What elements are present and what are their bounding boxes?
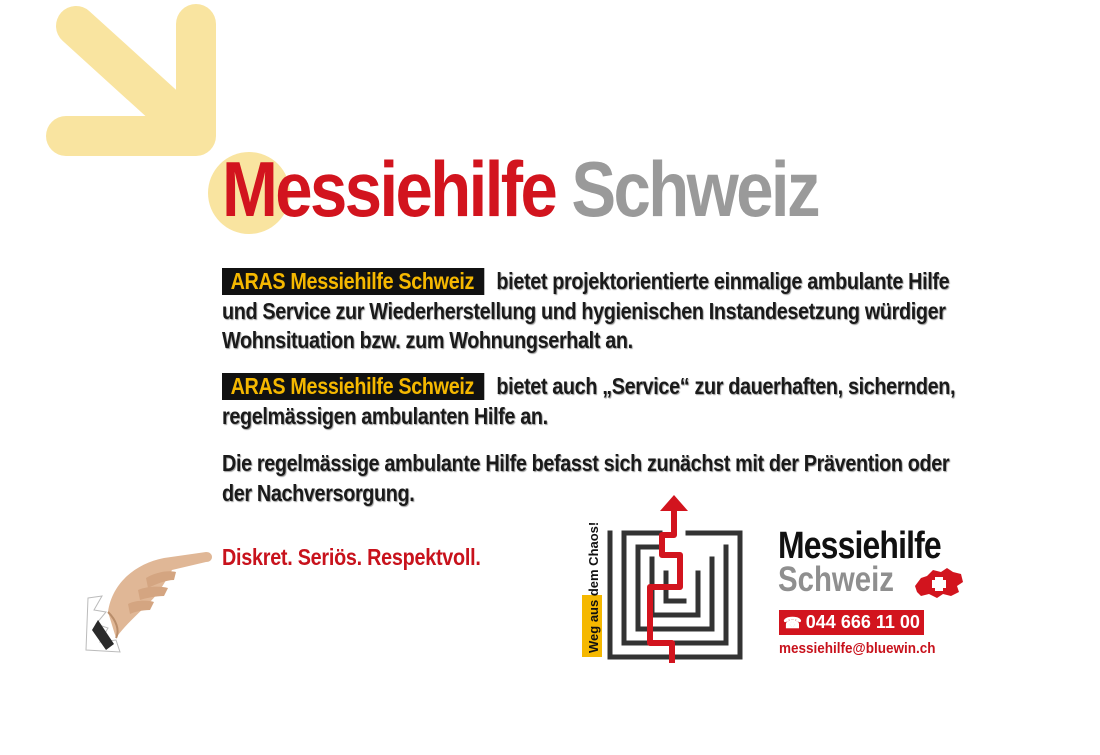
intro-paragraph-2 — [222, 372, 962, 431]
aras-badge: ARAS Messiehilfe Schweiz — [222, 373, 484, 400]
phone-number-box[interactable] — [779, 610, 924, 635]
title-schweiz: Schweiz — [571, 145, 818, 233]
brand-subtitle: Schweiz — [778, 560, 895, 599]
title-messiehilfe: Messiehilfe — [222, 145, 556, 233]
logo-text-aus-dem-chaos: aus dem Chaos! — [586, 521, 601, 626]
maze-logo — [580, 495, 750, 670]
maze-logo-icon — [580, 495, 750, 670]
svg-text:Weg aus dem Chaos! — [586, 522, 601, 653]
tagline: Diskret. Seriös. Respektvoll. — [222, 544, 481, 570]
para2-text: bietet auch „Service“ zur dauerhaften, sichernden, regelmässigen ambulanten Hilfe an. — [222, 373, 956, 429]
email-link[interactable]: messiehilfe@bluewin.ch — [779, 640, 936, 657]
aras-badge: ARAS Messiehilfe Schweiz — [222, 268, 484, 295]
brand-title: Messiehilfe — [778, 525, 941, 567]
intro-paragraph-1 — [222, 267, 962, 356]
phone-number: 044 666 11 00 — [805, 612, 920, 632]
page-title — [222, 145, 818, 233]
arrow-down-right-icon — [46, 4, 226, 164]
intro-paragraph-3: Die regelmässige ambulante Hilfe befasst sich zunächst mit der Prävention oder der Nachversorgung. — [222, 450, 950, 506]
logo-text-weg: Weg — [586, 625, 601, 653]
swiss-map-icon — [913, 566, 965, 600]
pointing-hand-icon — [80, 540, 220, 655]
para1-text: bietet projektorientierte einmalige ambulante Hilfe und Service zur Wiederherstellung und hygienischen Instandesetzung würdiger Wohnsituation bzw. zum Wohnungserhalt an. — [222, 268, 950, 353]
phone-icon: ☎ — [783, 614, 802, 632]
